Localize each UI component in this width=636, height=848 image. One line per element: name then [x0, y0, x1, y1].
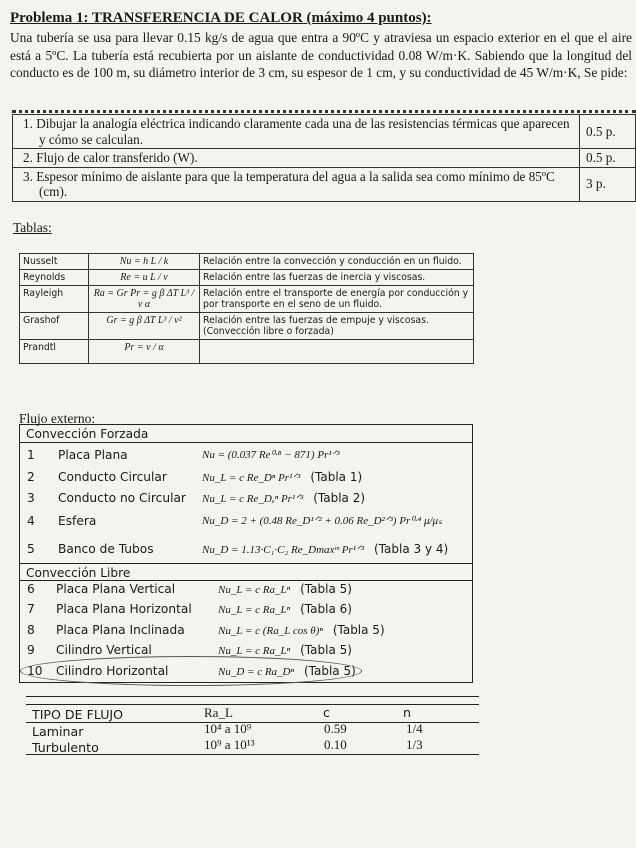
free-convection-heading: Convección Libre — [20, 563, 472, 581]
handdrawn-oval-mark — [20, 656, 362, 686]
table-reference: (Tabla 2) — [313, 491, 366, 505]
correlation-row — [20, 467, 472, 487]
dimensionless-row — [20, 340, 474, 364]
geometry-name: Conducto Circular — [58, 470, 167, 484]
correlation-equation: Nu_D = 1.13·C₁·C₂ Re_Dmaxᵐ Pr¹ᐟ³ (Tabla 3 y 4) — [202, 542, 449, 556]
correlation-row — [20, 511, 472, 531]
table-reference: (Tabla 1) — [310, 470, 363, 484]
correlation-row — [20, 599, 472, 619]
dimensionless-row — [20, 286, 474, 313]
number-name: Rayleigh — [20, 286, 89, 313]
number-description: Relación entre las fuerzas de empuje y viscosas. (Convección libre o forzada) — [200, 313, 474, 340]
correlation-equation: Nu_D = 2 + (0.48 Re_D¹ᐟ² + 0.06 Re_D²ᐟ³) Pr⁰·⁴ μ/μₛ — [202, 515, 443, 527]
row-number: 10 — [27, 664, 43, 678]
number-name: Grashof — [20, 313, 89, 340]
question-row — [13, 149, 636, 168]
table-rule — [26, 704, 479, 705]
question-points: 0.5 p. — [580, 115, 636, 149]
question-row — [13, 167, 636, 201]
header-n: n — [403, 705, 411, 720]
correlation-equation: Nu = (0.037 Re⁰·⁸ − 871) Pr¹ᐟ³ — [202, 449, 340, 461]
table-reference: (Tabla 6) — [300, 602, 352, 616]
number-name: Nusselt — [20, 254, 89, 270]
number-description: Relación entre las fuerzas de inercia y viscosas. — [200, 270, 474, 286]
question-points: 3 p. — [580, 167, 636, 201]
row-number: 6 — [27, 582, 35, 596]
correlation-row — [20, 539, 472, 559]
correlation-equation: Nu_L = c Ra_Lⁿ (Tabla 6) — [218, 602, 352, 616]
header-ra: Ra_L — [204, 705, 233, 720]
correlation-equation: Nu_L = c (Ra_L cos θ)ⁿ (Tabla 5) — [218, 623, 385, 637]
correlation-row — [20, 579, 472, 599]
geometry-name: Placa Plana Vertical — [56, 582, 176, 596]
flujo-externo-heading: Flujo externo: — [19, 411, 96, 426]
geometry-name: Cilindro Horizontal — [56, 664, 169, 678]
number-formula: Re = u L / ν — [89, 270, 200, 286]
c-value: 0.10 — [324, 737, 347, 752]
question-text: 1. Dibujar la analogía eléctrica indicando claramente cada una de las resistencias térmicas que aparecen y cómo se calculan. — [13, 115, 580, 149]
forced-convection-heading: Convección Forzada — [20, 425, 472, 443]
flow-type: Laminar — [32, 724, 84, 739]
tablas-heading: Tablas: — [13, 220, 52, 235]
geometry-name: Cilindro Vertical — [56, 643, 152, 657]
number-formula: Gr = g β ΔT L³ / ν² — [89, 313, 200, 340]
correlation-row — [20, 445, 472, 465]
dimensionless-row — [20, 254, 474, 270]
number-formula: Ra = Gr Pr = g β ΔT L³ / ν α — [89, 286, 200, 313]
dimensionless-numbers-table — [19, 253, 474, 364]
number-formula: Nu = h L / k — [89, 254, 200, 270]
header-tipo-flujo: TIPO DE FLUJO — [32, 707, 124, 722]
correlation-equation: Nu_D = c Ra_Dⁿ (Tabla 5) — [218, 664, 356, 678]
geometry-name: Placa Plana Inclinada — [56, 623, 185, 637]
number-name: Reynolds — [20, 270, 89, 286]
question-text: 2. Flujo de calor transferido (W). — [13, 149, 580, 168]
row-number: 4 — [27, 514, 35, 528]
number-description: Relación entre el transporte de energía por conducción y por transporte en el seno de un fluido. — [200, 286, 474, 313]
row-number: 5 — [27, 542, 35, 556]
row-number: 8 — [27, 623, 35, 637]
c-value: 0.59 — [324, 721, 347, 736]
problem-title: Problema 1: TRANSFERENCIA DE CALOR (máximo 4 puntos): — [10, 10, 432, 26]
row-number: 1 — [27, 448, 35, 462]
correlation-equation: Nu_L = c Re_Dⁿ Pr¹ᐟ³ (Tabla 1) — [202, 470, 363, 484]
row-number: 2 — [27, 470, 35, 484]
problem-statement: Una tubería se usa para llevar 0.15 kg/s de agua que entra a 90ºC y atraviesa un espacio exterior en el que el aire está a 5ºC. La tubería está recubierta por un aislante de conductividad 0.08 W/m·K. Sabiendo que la longitud del conducto es de 100 m, su diámetro interior de 3 cm, su espesor de 1 cm, y su conductividad de 45 W/m·K, Se pide: — [10, 30, 632, 80]
table-reference: (Tabla 5) — [303, 664, 356, 678]
table-reference: (Tabla 5) — [300, 582, 352, 596]
geometry-name: Banco de Tubos — [58, 542, 154, 556]
ra-range: 10⁹ a 10¹³ — [204, 737, 255, 752]
table-rule — [26, 754, 479, 755]
n-value: 1/3 — [406, 737, 423, 752]
flow-type: Turbulento — [32, 740, 99, 755]
geometry-name: Placa Plana Horizontal — [56, 602, 192, 616]
dimensionless-row — [20, 270, 474, 286]
n-value: 1/4 — [406, 721, 423, 736]
rayleigh-coefficients-table — [26, 696, 479, 754]
question-row — [13, 115, 636, 149]
geometry-name: Conducto no Circular — [58, 491, 186, 505]
table-reference: (Tabla 5) — [332, 623, 385, 637]
correlation-equation: Nu_L = c Re_Dₑⁿ Pr¹ᐟ³ (Tabla 2) — [202, 491, 366, 505]
number-name: Prandtl — [20, 340, 89, 364]
number-description: Relación entre la convección y conducción en un fluido. — [200, 254, 474, 270]
number-formula: Pr = ν / α — [89, 340, 200, 364]
row-number: 7 — [27, 602, 35, 616]
external-flow-table — [19, 424, 473, 683]
header-c: c — [323, 705, 330, 720]
row-number: 3 — [27, 491, 35, 505]
correlation-row — [20, 488, 472, 508]
row-number: 9 — [27, 643, 35, 657]
table-reference: (Tabla 5) — [300, 643, 352, 657]
geometry-name: Placa Plana — [58, 448, 128, 462]
number-description — [200, 340, 474, 364]
correlation-equation: Nu_L = c Ra_Lⁿ (Tabla 5) — [218, 643, 352, 657]
table-rule — [26, 696, 479, 697]
correlation-row — [20, 620, 472, 640]
dimensionless-row — [20, 313, 474, 340]
question-points: 0.5 p. — [580, 149, 636, 168]
correlation-equation: Nu_L = c Ra_Lⁿ (Tabla 5) — [218, 582, 352, 596]
ra-range: 10⁴ a 10⁹ — [204, 721, 252, 736]
questions-table — [12, 114, 636, 202]
geometry-name: Esfera — [58, 514, 97, 528]
question-text: 3. Espesor mínimo de aislante para que la temperatura del agua a la salida sea como mínimo de 85ºC (cm). — [13, 167, 580, 201]
table-reference: (Tabla 3 y 4) — [374, 542, 449, 556]
